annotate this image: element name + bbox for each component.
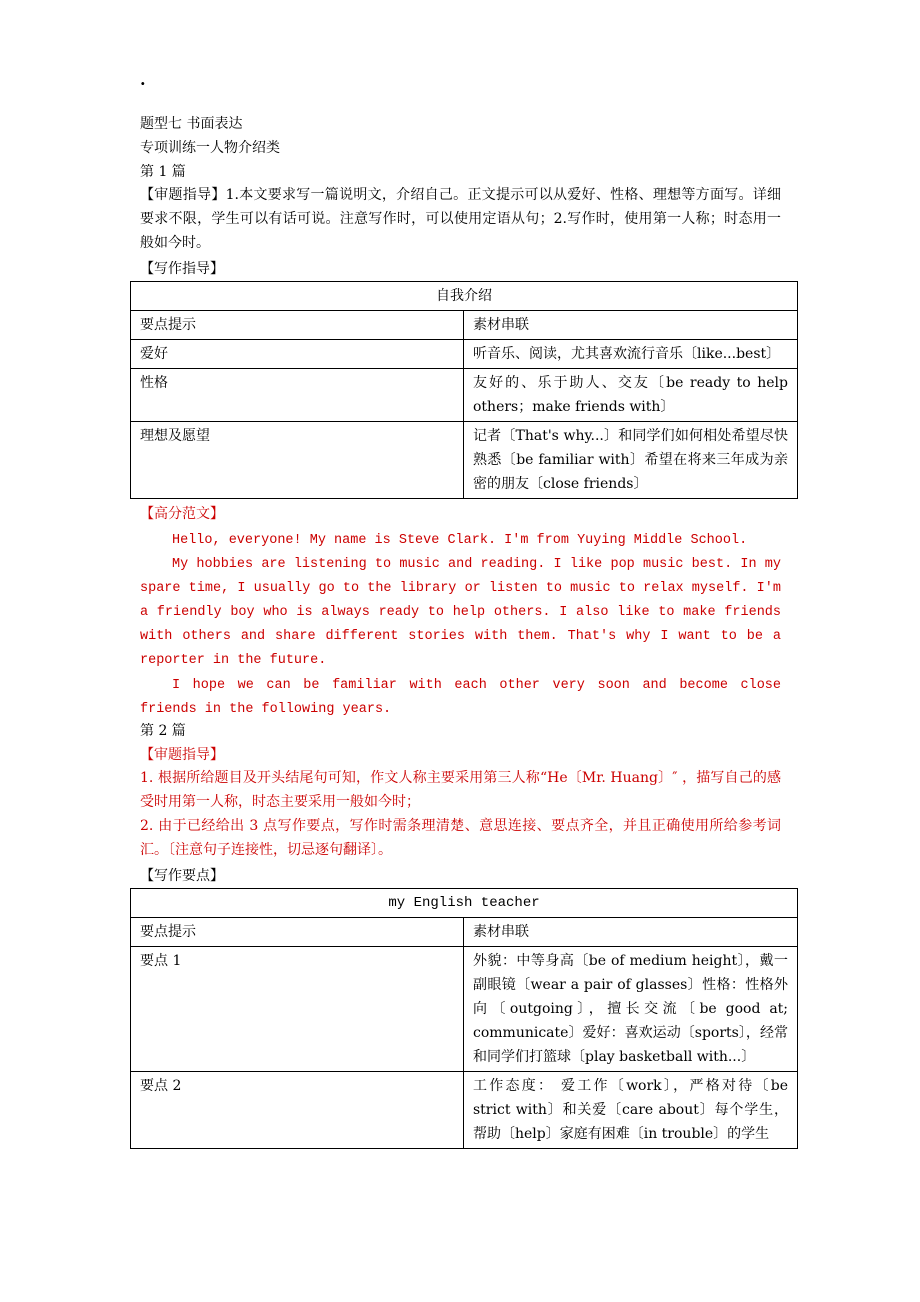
- table-caption-row: [131, 282, 798, 311]
- essay-paragraph-3: I hope we can be familiar with each other very soon and become close friends in the following years.: [140, 678, 781, 717]
- guide-item-1: 1. 根据所给题目及开头结尾句可知，作文人称主要采用第三人称“He〔Mr. Huang〕″ ，描写自己的感受时用第一人称，时态主要采用一般如今时；: [140, 770, 781, 810]
- article-1-title: 第 1 篇: [140, 164, 186, 180]
- table-row: [131, 340, 798, 369]
- guide-label: 【审题指导】: [140, 187, 226, 203]
- guide-text: 1.本文要求写一篇说明文，介绍自己。正文提示可以从爱好、性格、理想等方面写。详细要求不限，学生可以有话可说。注意写作时，可以使用定语从句；2.写作时，使用第一人称；时态用一般如今时。: [140, 187, 782, 251]
- article-1-guide: [140, 183, 781, 255]
- table-header-row: [131, 311, 798, 340]
- row-material: 记者〔That's why...〕和同学们如何相处希望尽快熟悉〔be familiar with〕希望在将来三年成为亲密的朋友〔close friends〕: [464, 422, 798, 499]
- training-heading: 专项训练一人物介绍类: [140, 140, 280, 156]
- row-material: 外貌：中等身高〔be of medium height〕，戴一副眼镜〔wear a pair of glasses〕性格：性格外向〔outgoing〕，擅长交流〔be good at; communicate〕爱好：喜欢运动〔sports〕，经常和同学们打篮球〔play basketball with...〕: [464, 947, 798, 1072]
- article-2-guide-label: 【审题指导】: [140, 747, 224, 763]
- essay-paragraph-2: My hobbies are listening to music and reading. I like pop music best. In my spare time, I usually go to the library or listen to music to relax myself. I'm a friendly boy who is always ready to help others. I also like to make friends with others and share different stories with them. That's why I want to be a reporter in the future.: [140, 557, 781, 668]
- sample-essay-label: 【高分范文】: [140, 506, 224, 522]
- table-caption: my English teacher: [131, 889, 798, 918]
- row-point: 理想及愿望: [131, 422, 464, 499]
- essay-paragraph-1: Hello, everyone! My name is Steve Clark. I'm from Yuying Middle School.: [172, 533, 748, 548]
- section-heading: 题型七 书面表达: [140, 116, 243, 132]
- article-2-title: 第 2 篇: [140, 723, 186, 739]
- col-header-material: 素材串联: [464, 311, 798, 340]
- row-material: 友好的、乐于助人、交友〔be ready to help others；make friends with〕: [464, 369, 798, 422]
- writing-guide-label: 【写作指导】: [140, 261, 224, 277]
- row-point: 要点 1: [131, 947, 464, 1072]
- bullet-mark: ·: [140, 74, 146, 93]
- self-intro-table: [130, 281, 798, 499]
- row-material: 听音乐、阅读，尤其喜欢流行音乐〔like...best〕: [464, 340, 798, 369]
- col-header-material: 素材串联: [464, 918, 798, 947]
- row-point: 爱好: [131, 340, 464, 369]
- writing-points-label: 【写作要点】: [140, 868, 224, 884]
- table-row: [131, 1072, 798, 1149]
- row-material: 工作态度： 爱工作〔work〕，严格对待〔be strict with〕和关爱〔care about〕每个学生，帮助〔help〕家庭有困难〔in trouble〕的学生: [464, 1072, 798, 1149]
- table-caption-row: [131, 889, 798, 918]
- row-point: 性格: [131, 369, 464, 422]
- teacher-table: [130, 888, 798, 1149]
- table-row: [131, 369, 798, 422]
- table-header-row: [131, 918, 798, 947]
- col-header-points: 要点提示: [131, 918, 464, 947]
- table-row: [131, 422, 798, 499]
- table-row: [131, 947, 798, 1072]
- row-point: 要点 2: [131, 1072, 464, 1149]
- table-caption: 自我介绍: [131, 282, 798, 311]
- col-header-points: 要点提示: [131, 311, 464, 340]
- guide-item-2: 2. 由于已经给出 3 点写作要点，写作时需条理清楚、意思连接、要点齐全，并且正确使用所给参考词汇。〔注意句子连接性，切忌逐句翻译〕。: [140, 818, 781, 858]
